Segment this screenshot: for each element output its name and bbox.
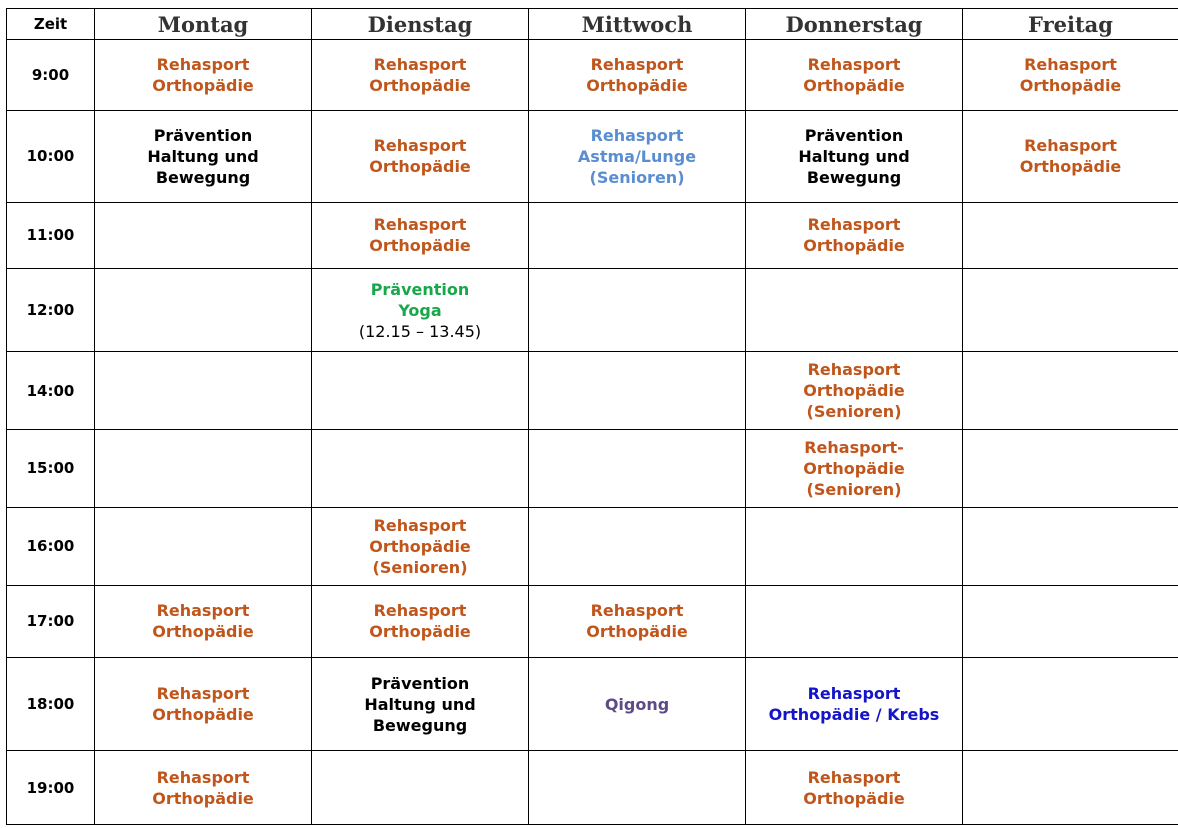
schedule-cell xyxy=(529,507,746,585)
course-line: Rehasport xyxy=(807,684,901,704)
day-header-donnerstag: Donnerstag xyxy=(746,9,963,40)
course-line: Orthopädie xyxy=(803,75,905,95)
course-line: Rehasport xyxy=(807,215,901,235)
course-line: Rehasport xyxy=(807,360,901,380)
time-cell: 16:00 xyxy=(7,507,95,585)
course-line: Rehasport xyxy=(807,767,901,787)
table-row xyxy=(7,585,1178,658)
table-row xyxy=(7,110,1178,202)
course-line: Rehasport xyxy=(373,54,467,74)
schedule-cell xyxy=(312,585,529,658)
course-line: Rehasport xyxy=(590,601,684,621)
course-line: Rehasport xyxy=(807,54,901,74)
time-cell: 12:00 xyxy=(7,269,95,352)
schedule-cell xyxy=(529,429,746,507)
course-line: Bewegung xyxy=(806,167,902,187)
course-line: Bewegung xyxy=(155,167,251,187)
schedule-cell xyxy=(95,110,312,202)
schedule-cell xyxy=(312,658,529,751)
course-line: Orthopädie / Krebs xyxy=(768,705,940,725)
time-cell: 18:00 xyxy=(7,658,95,751)
schedule-cell xyxy=(529,110,746,202)
zeit-header: Zeit xyxy=(7,9,95,40)
schedule-cell xyxy=(312,269,529,352)
schedule-cell xyxy=(963,202,1178,269)
schedule-cell xyxy=(746,352,963,430)
course-line: Rehasport xyxy=(373,136,467,156)
course-line: Orthopädie xyxy=(369,536,471,556)
course-line: Orthopädie xyxy=(369,157,471,177)
course-line: Orthopädie xyxy=(586,622,688,642)
course-line: Prävention xyxy=(370,279,470,299)
course-line: Orthopädie xyxy=(586,75,688,95)
schedule-cell xyxy=(95,585,312,658)
course-line: Qigong xyxy=(604,694,670,714)
time-cell: 11:00 xyxy=(7,202,95,269)
course-line: Rehasport xyxy=(373,515,467,535)
course-line: Orthopädie xyxy=(369,236,471,256)
course-line: Rehasport xyxy=(1024,136,1117,156)
schedule-cell xyxy=(312,429,529,507)
course-line: Rehasport- xyxy=(804,437,904,457)
schedule-cell xyxy=(312,507,529,585)
table-row xyxy=(7,751,1178,825)
schedule-cell xyxy=(963,658,1178,751)
schedule-cell xyxy=(963,429,1178,507)
course-line: Orthopädie xyxy=(152,705,254,725)
course-line: Orthopädie xyxy=(369,75,471,95)
schedule-cell xyxy=(529,202,746,269)
course-line: Prävention xyxy=(370,673,470,693)
time-cell: 10:00 xyxy=(7,110,95,202)
schedule-cell xyxy=(95,202,312,269)
course-time-note: (12.15 – 13.45) xyxy=(358,321,482,341)
course-line: Bewegung xyxy=(372,715,468,735)
time-cell: 14:00 xyxy=(7,352,95,430)
course-line: Orthopädie xyxy=(152,622,254,642)
schedule-cell xyxy=(746,110,963,202)
schedule-cell xyxy=(963,269,1178,352)
table-row xyxy=(7,269,1178,352)
schedule-cell xyxy=(312,202,529,269)
schedule-cell xyxy=(312,40,529,111)
course-line: Orthopädie xyxy=(803,458,905,478)
schedule-cell xyxy=(746,658,963,751)
schedule-cell xyxy=(312,352,529,430)
course-line: Orthopädie xyxy=(803,381,905,401)
course-line: Rehasport xyxy=(590,125,684,145)
schedule-table xyxy=(6,8,1178,825)
course-line: Rehasport xyxy=(156,54,250,74)
course-line: Haltung und xyxy=(798,146,910,166)
schedule-cell xyxy=(529,585,746,658)
schedule-cell xyxy=(95,507,312,585)
day-header-montag: Montag xyxy=(95,9,312,40)
time-cell: 17:00 xyxy=(7,585,95,658)
time-cell: 15:00 xyxy=(7,429,95,507)
table-row xyxy=(7,507,1178,585)
table-row xyxy=(7,202,1178,269)
schedule-cell xyxy=(746,202,963,269)
course-line: Prävention xyxy=(804,125,904,145)
course-line: Rehasport xyxy=(156,767,250,787)
schedule-cell xyxy=(529,40,746,111)
header-row xyxy=(7,9,1178,40)
schedule-cell xyxy=(746,585,963,658)
schedule-cell xyxy=(95,352,312,430)
time-cell: 19:00 xyxy=(7,751,95,825)
schedule-cell xyxy=(746,429,963,507)
schedule-body xyxy=(7,40,1178,825)
table-row xyxy=(7,429,1178,507)
schedule-cell xyxy=(95,269,312,352)
time-cell: 9:00 xyxy=(7,40,95,111)
schedule-cell xyxy=(312,110,529,202)
schedule-cell xyxy=(963,751,1178,825)
course-line: Rehasport xyxy=(156,601,250,621)
schedule-cell xyxy=(963,40,1178,111)
course-line: (Senioren) xyxy=(372,557,468,577)
schedule-cell xyxy=(746,507,963,585)
schedule-cell xyxy=(746,751,963,825)
schedule-cell xyxy=(312,751,529,825)
course-line: (Senioren) xyxy=(589,167,685,187)
schedule-cell xyxy=(529,658,746,751)
course-line: Orthopädie xyxy=(152,75,254,95)
schedule-cell xyxy=(746,40,963,111)
course-line: Prävention xyxy=(153,125,253,145)
course-line: Rehasport xyxy=(373,215,467,235)
schedule-cell xyxy=(746,269,963,352)
schedule-cell xyxy=(529,352,746,430)
schedule-cell xyxy=(95,658,312,751)
course-line: Orthopädie xyxy=(803,236,905,256)
schedule-cell xyxy=(963,110,1178,202)
course-line: Astma/Lunge xyxy=(577,146,697,166)
course-line: Haltung und xyxy=(147,146,259,166)
schedule-cell xyxy=(95,751,312,825)
day-header-dienstag: Dienstag xyxy=(312,9,529,40)
course-line: Rehasport xyxy=(1024,54,1117,74)
course-line: Rehasport xyxy=(373,601,467,621)
table-row xyxy=(7,40,1178,111)
day-header-freitag: Freitag xyxy=(963,9,1178,40)
schedule-cell xyxy=(95,429,312,507)
schedule-cell xyxy=(963,585,1178,658)
course-line: Orthopädie xyxy=(1019,75,1122,95)
course-line: (Senioren) xyxy=(806,402,902,422)
schedule-cell xyxy=(963,352,1178,430)
course-line: Yoga xyxy=(398,300,442,320)
course-line: Orthopädie xyxy=(803,788,905,808)
course-line: Orthopädie xyxy=(369,622,471,642)
course-line: Orthopädie xyxy=(1019,157,1122,177)
table-row xyxy=(7,352,1178,430)
day-header-mittwoch: Mittwoch xyxy=(529,9,746,40)
course-line: Haltung und xyxy=(364,694,476,714)
table-row xyxy=(7,658,1178,751)
course-line: Rehasport xyxy=(590,54,684,74)
course-line: (Senioren) xyxy=(806,479,902,499)
course-line: Rehasport xyxy=(156,684,250,704)
schedule-cell xyxy=(963,507,1178,585)
schedule-cell xyxy=(529,751,746,825)
schedule-cell xyxy=(95,40,312,111)
course-line: Orthopädie xyxy=(152,788,254,808)
schedule-cell xyxy=(529,269,746,352)
